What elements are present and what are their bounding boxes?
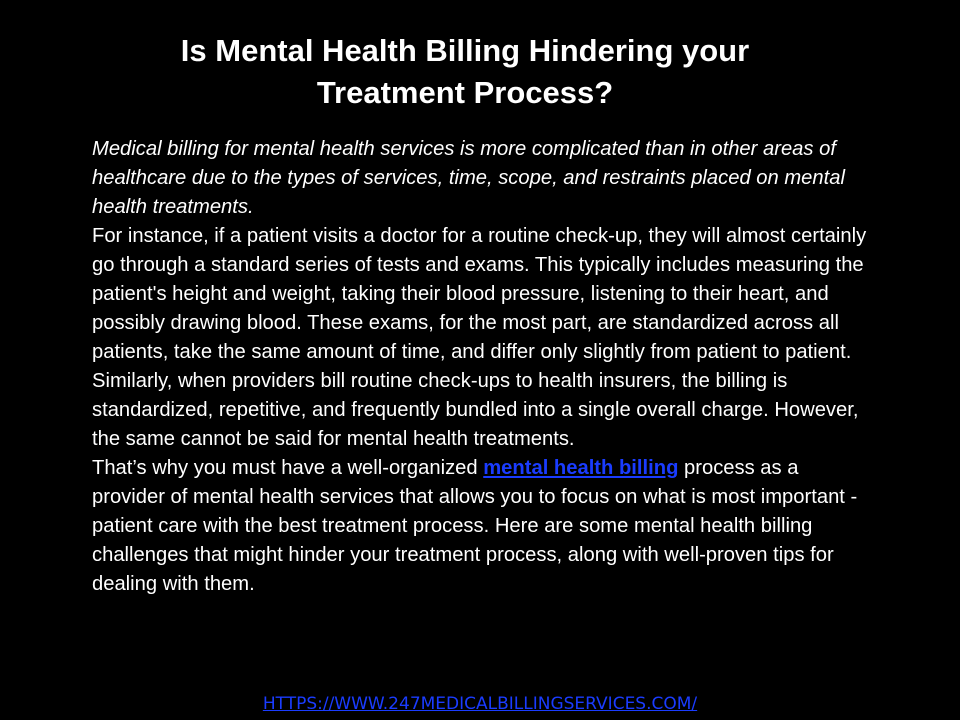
slide-title-line-2: Treatment Process? xyxy=(316,75,614,110)
paragraph-text-after-link: process as a provider of mental health services that allows you to focus on what is most important - patient care with the best treatment process. Here are some mental health billing challenges that might hinder your treatment process, along with well-proven tips for dealing with them. xyxy=(92,457,858,595)
slide-title xyxy=(80,30,850,114)
billing-paragraph: Similarly, when providers bill routine check-ups to health insurers, the billing is standardized, repetitive, and frequently bundled into a single overall charge. However, the same cannot be said for mental health treatments. xyxy=(92,370,859,450)
paragraph-text-before-link: That’s why you must have a well-organized xyxy=(92,457,484,479)
intro-paragraph: Medical billing for mental health services is more complicated than in other areas of healthcare due to the types of services, time, scope, and restraints placed on mental health treatments. xyxy=(92,138,845,218)
routine-checkup-paragraph: For instance, if a patient visits a doctor for a routine check-up, they will almost certainly go through a standard series of tests and exams. This typically includes measuring the patient's height and weight, taking their blood pressure, listening to their heart, and possibly drawing blood. These exams, for the most part, are standardized across all patients, take the same amount of time, and differ only slightly from patient to patient. xyxy=(92,225,867,363)
slide-title-line-1: Is Mental Health Billing Hindering your xyxy=(180,33,750,68)
organized-billing-paragraph xyxy=(92,454,872,599)
slide-body xyxy=(92,135,872,599)
website-url-link[interactable]: HTTPS://WWW.247MEDICALBILLINGSERVICES.COM/ xyxy=(262,694,698,714)
mental-health-billing-link[interactable]: mental health billing xyxy=(483,457,679,479)
